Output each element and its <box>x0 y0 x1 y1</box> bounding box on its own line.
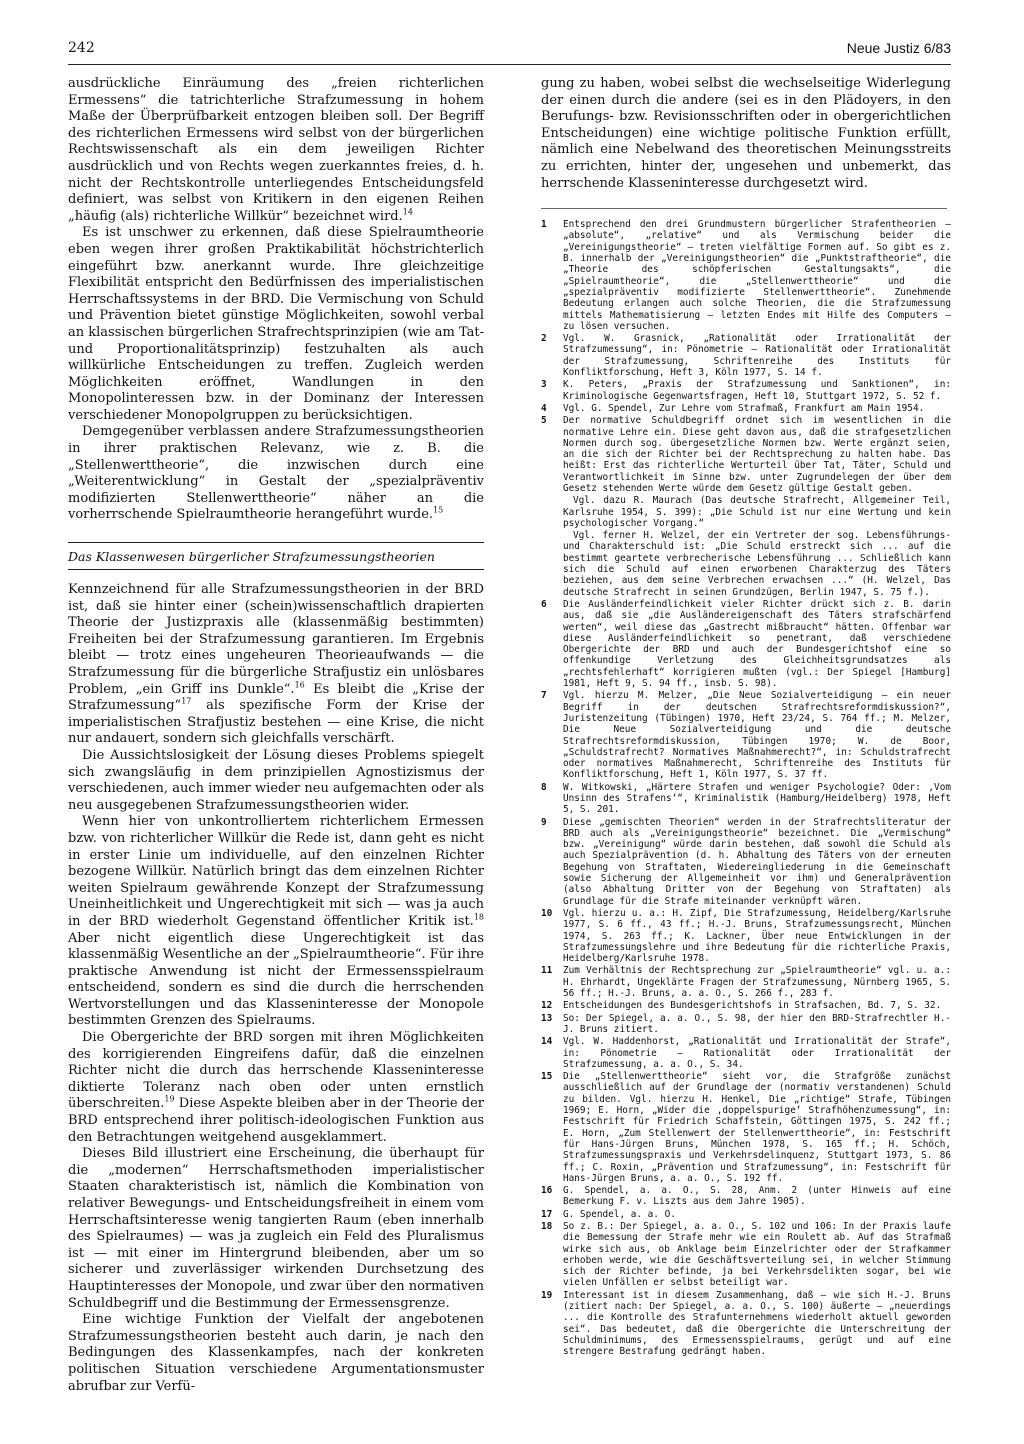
footnote <box>541 333 951 378</box>
right-column <box>541 76 951 1359</box>
footnote <box>541 415 951 494</box>
footnote-text: Die „Stellenwerttheorie“ sieht vor, die Strafgröße zunächst ausschließlich auf der Grundlage der (normativ verstandenen) Schuld zu bilden. Vgl. hierzu H. Henkel, Die „richtige“ Strafe, Tübingen 1969; E. Horn, „Wider die ‚doppelspurige‘ Strafhöhenzumessung“, in: Festschrift für Friedrich Schaffstein, Göttingen 1975, S. 242 ff.; E. Horn, „Zum Stellenwert der Stellenwerttheorie“, in: Festschrift für Hans-Jürgen Bruns, München 1978, S. 165 ff.; H. Schöch, Strafzumessungspraxis und Verkehrsdelinquenz, Stuttgart 1973, S. 86 ff.; C. Roxin, „Prävention und Strafzumessung“, in: Festschrift für Hans-Jürgen Bruns, a. a. O., S. 192 ff. <box>563 1071 951 1184</box>
footnote-number: 19 <box>541 1289 553 1301</box>
footnote-number: 9 <box>541 816 547 828</box>
page-number: 242 <box>68 40 95 56</box>
footnote-text: Vgl. W. Haddenhorst, „Rationalität und Irrationalität der Strafe“, in: Pönometrie — Rationalität oder Irrationalität der Strafzumessung, a. a. O., S. 34. <box>563 1036 951 1070</box>
footnote-text: K. Peters, „Praxis der Strafzumessung und Sanktionen“, in: Kriminologische Gegenwartsfragen, Heft 10, Stuttgart 1972, S. 52 f. <box>563 379 951 402</box>
paragraph: Dieses Bild illustriert eine Erscheinung, die überhaupt für die „modernen“ Herrschaftsmethoden imperialistischer Staaten charakteristisch ist, nämlich die Kombination von relativer Bewegungs- und Entscheidungsfreiheit in einem vom Herrschaftsinteresse wenig tangierten Raum (eben innerhalb des Spielraumes) — was ja zugleich ein Feld des Pluralismus ist — mit einer im Hintergrund bleibenden, aber um so sicherer und zuverlässiger wirkenden Durchsetzung des Hauptinteresses der Monopole, und zwar über den normativen Schuldbegriff und die Bestimmung der Ermessensgrenze. <box>68 1146 484 1311</box>
footnote-number: 13 <box>541 1012 553 1024</box>
footnote-text: Vgl. G. Spendel, Zur Lehre vom Strafmaß, Frankfurt am Main 1954. <box>563 402 925 414</box>
footnote <box>541 1221 951 1289</box>
footnote <box>541 1185 951 1208</box>
footnote-number: 14 <box>541 1036 553 1048</box>
footnote <box>541 1071 951 1184</box>
footnote-text: Vgl. W. Grasnick, „Rationalität oder Irrationalität der Strafzumessung“, in: Pönometrie — Rationalität oder Irrationalität der Strafzumessung, Schriftenreihe des Instituts für Konfliktforschung, Heft 3, Köln 1977, S. 14 f. <box>563 333 951 379</box>
footnote-text: Entscheidungen des Bundesgerichtshofs in Strafsachen, Bd. 7, S. 32. <box>563 1000 942 1012</box>
header-rule <box>68 64 951 65</box>
footnote-number: 17 <box>541 1208 553 1220</box>
footnote <box>541 1209 951 1220</box>
paragraph: gung zu haben, wobei selbst die wechselseitige Widerlegung der einen durch die andere (sei es in den Plädoyers, in den Berufungs- bzw. Revisionsschriften oder in obergerichtlichen Entscheidungen) eine wichtige politische Funktion erfüllt, nämlich eine Nebelwand des theoretischen Meinungsstreits zu errichten, hinter der, ungesehen und unbemerkt, das herrschende Klasseninteresse durchgesetzt wird. <box>541 76 951 191</box>
footnote <box>541 599 951 689</box>
footnote-number: 5 <box>541 415 547 427</box>
page-header <box>68 40 951 62</box>
footnote-number: 18 <box>541 1220 553 1232</box>
footnote <box>541 1290 951 1358</box>
paragraph: ausdrückliche Einräumung des „freien richterlichen Ermessens“ die tatrichterliche Strafzumessung in hohem Maße der Überprüfbarkeit entzogen bleiben soll. Der Begriff des richterlichen Ermessens wird selbst von der bürgerlichen Rechtswissenschaft als ein dem jeweiligen Richter ausdrücklich und von Rechts wegen zuerkanntes freies, d. h. nicht der Rechtskontrolle unterliegendes Entscheidungsfeld definiert, was selbst von Kritikern in den eigenen Reihen „häufig (als) richterliche Willkür“ bezeichnet wird.$^{14}$ <box>68 76 484 224</box>
footnote-text: Der normative Schuldbegriff ordnet sich im wesentlichen in die normative Lehre ein. Diese geht davon aus, daß die strafgesetzlichen Normen durch sog. übergesetzliche Normen bzw. Werte ergänzt seien, an die sich der Richter bei der Rechtsprechung zu halten habe. Das heißt: Erst das richterliche Werturteil über Tat, Täter, Schuld und Verantwortlichkeit im Sinne bzw. unter Zugrundelegen der über dem Gesetz stehenden Werte würde dem Gesetz gültige Gestalt geben. <box>563 415 951 494</box>
footnote-text: Die Ausländerfeindlichkeit vieler Richter drückt sich z. B. darin aus, daß sie „die Ausländereigenschaft des Täters strafschärfend werten“, weil diese das „Gastrecht mißbraucht“ hätten. Offenbar war diese Ausländerfeindlichkeit so penetrant, daß verschiedene Obergerichte der BRD und auch der Bundesgerichtshof eine so offenkundige Verletzung des Gleichheitsgrundsatzes als „rechtsfehlerhaft“ korrigieren mußten (vgl.: Der Spiegel [Hamburg] 1981, Heft 9, S. 94 ff., insb. S. 98). <box>563 598 951 690</box>
footnote-text: W. Witkowski, „Härtere Strafen und weniger Psychologie? Oder: ‚Vom Unsinn des Strafens‘“, Kriminalistik (Hamburg/Heidelberg) 1978, Heft 5, S. 201. <box>563 781 951 816</box>
footnote-number: 6 <box>541 598 547 610</box>
footnote-number: 15 <box>541 1071 553 1083</box>
paragraph: Wenn hier von unkontrolliertem richterlichem Ermessen bzw. von richterlicher Willkür die Rede ist, dann geht es nicht in erster Linie um individuelle, auf den einzelnen Richter bezogene Willkür. Natürlich bringt das dem einzelnen Richter weiten Spielraum gewährende Konzept der Strafzumessung Uneinheitlichkeit und Ungerechtigkeit mit sich — was ja auch in der BRD wiederholt Gegenstand öffentlicher Kritik ist.$^{18}$ Aber nicht eigentlich diese Ungerechtigkeit ist das klassenmäßig Wesentliche an der „Spielraumtheorie“. Für ihre praktische Anwendung ist nicht der Ermessensspielraum entscheidend, sondern es sind die durch die herrschenden Wertvorstellungen und das Klasseninteresse der Monopole bestimmten Grenzen des Spielraums. <box>68 814 484 1029</box>
paragraph: Es ist unschwer zu erkennen, daß diese Spielraumtheorie eben wegen ihrer großen Praktikabilität höchstrichterlich eingeführt bzw. anerkannt wurde. Ihre gleichzeitige Flexibilität entspricht den Bedürfnissen des imperialistischen Herrschaftssystems in der BRD. Die Vermischung von Schuld und Prävention bietet günstige Möglichkeiten, sowohl verbal an klassischen bürgerlichen Strafrechtsprinzipien (wie am Tat- und Proportionalitätsprinzip) festzuhalten als auch willkürliche Entscheidungen zu treffen. Zugleich werden Möglichkeiten eröffnet, Wandlungen in den Monopolinteressen bzw. in der Dominanz der Interessen verschiedener Monopolgruppen zu berücksichtigen. <box>68 225 484 423</box>
footnote <box>541 908 951 964</box>
footnote-number: 16 <box>541 1185 553 1197</box>
footnote-text: So: Der Spiegel, a. a. O., S. 98, der hier den BRD-Strafrechtler H.-J. Bruns zitiert. <box>563 1012 951 1035</box>
footnote-text: Vgl. hierzu u. a.: H. Zipf, Die Strafzumessung, Heidelberg/Karlsruhe 1977, S. 6 ff., 43 ff.; H.-J. Bruns, Strafzumessungsrecht, München 1974, S. 263 ff.; K. Lackner, Über neue Entwicklungen in der Strafzumessungslehre und ihre Bedeutung für die richterliche Praxis, Heidelberg/Karlsruhe 1978. <box>563 907 951 965</box>
footnote <box>541 403 951 414</box>
footnote-continuation: Vgl. ferner H. Welzel, der ein Vertreter der sog. Lebensführungs- und Charakterschuld ist: „Die Schuld erstreckt sich ... auf die bestimmt geartete verbrecherische Lebensführung ... Schließlich kann sich die Schuld auf einen erworbenen Charakterzug des Täters beziehen, aus dem seine Verbrechen erwachsen ...“ (H. Welzel, Das deutsche Strafrecht in seinen Grundzügen, Berlin 1947, S. 75 f.). <box>563 530 951 598</box>
footnote-text: Zum Verhältnis der Rechtsprechung zur „Spielraumtheorie“ vgl. u. a.: H. Ehrhardt, Ungeklärte Fragen der Strafzumessung, Nürnberg 1965, S. 56 ff.; H.-J. Bruns, a. a. O., S. 266 f., 283 f. <box>563 965 951 1000</box>
footnote-number: 11 <box>541 965 553 977</box>
footnote-text: Diese „gemischten Theorien“ werden in der Strafrechtsliteratur der BRD auch als „Vereinigungstheorie“ bezeichnet. Die „Vermischung“ bzw. „Vereinigung“ würde darin bestehen, daß sowohl die Schuld als auch Spezialprävention (d. h. Abhaltung des Täters von der erneuten Begehung von Straftaten, Wiedereingliederung in die Gemeinschaft sowie Sicherung der Allgemeinheit vor ihm) und Generalprävention (also Abhaltung Dritter von der Begehung von Straftaten) als Grundlage für die Strafe miteinander verknüpft wären. <box>563 816 951 907</box>
footnote <box>541 219 951 332</box>
footnote <box>541 817 951 907</box>
footnote-continuation: Vgl. dazu R. Maurach (Das deutsche Strafrecht, Allgemeiner Teil, Karlsruhe 1954, S. 399): „Die Schuld ist nur eine Wertung und kein psychologischer Vorgang.“ <box>563 495 951 529</box>
paragraph: Eine wichtige Funktion der Vielfalt der angebotenen Strafzumessungstheorien besteht auch darin, je nach den Bedingungen des Klassenkampfes, nach der konkreten politischen Situation verschiedene Argumentationsmuster abrufbar zur Verfü- <box>68 1312 484 1394</box>
footnote-text: Entsprechend den drei Grundmustern bürgerlicher Strafentheorien — „absolute“, „relative“ und als Vermischung beider die „Vereinigungstheorie“ — treten vielfältige Formen auf. So gibt es z. B. innerhalb der „Vereinigungstheorien“ die „Punktstraftheorie“, die „Theorie des schöpferischen Gestaltungsakts“, die „Spielraumtheorie“, die „Stellenwerttheorie“ und die „spezialpräventiv modifizierte Stellenwerttheorie“. Zunehmende Bedeutung erlangen auch solche Theorien, die die Strafzumessung mittels Mathematisierung — letzten Endes mit Hilfe des Computers — zu lösen versuchen. <box>563 219 951 332</box>
footnote <box>541 1000 951 1011</box>
footnote-text: G. Spendel, a. a. O., S. 28, Anm. 2 (unter Hinweis auf eine Bemerkung F. v. Liszts aus dem Jahre 1905). <box>563 1185 951 1208</box>
footnote <box>541 1036 951 1070</box>
footnotes <box>541 219 951 1357</box>
footnote <box>541 965 951 999</box>
footnote-text: Interessant ist in diesem Zusammenhang, daß — wie sich H.-J. Bruns (zitiert nach: Der Spiegel, a. a. O., S. 100) äußerte — „neuerdings ... die Kontrolle des Strafunternehmens wiederholt aktuell geworden sei“. Das bedeutet, daß die Obergerichte die Unterschreitung der Schuldminimums, des Ermessensspielraums, gerügt und auf eine strengere Bestrafung gedrängt haben. <box>563 1289 951 1358</box>
footnote-number: 4 <box>541 402 547 414</box>
section-heading: Das Klassenwesen bürgerlicher Strafzumessungstheorien <box>68 542 484 570</box>
left-column <box>68 76 484 1395</box>
footnote-text: Vgl. hierzu M. Melzer, „Die Neue Sozialverteidigung — ein neuer Begriff in der deutschen Strafrechtsreformdiskussion?“, Juristenzeitung (Tübingen) 1970, Heft 23/24, S. 764 ff.; M. Melzer, Die Neue Sozialverteidigung und die deutsche Strafrechtsreformdiskussion, Tübingen 1970; W. de Boor, „Schuldstrafrecht? Normatives Maßnahmerecht?“, in: Schuldstrafrecht oder normatives Maßnahmerecht, Schriftenreihe des Instituts für Konfliktforschung, Heft 1, Köln 1977, S. 37 ff. <box>563 690 951 781</box>
footnote-number: 12 <box>541 1000 553 1012</box>
footnote-number: 10 <box>541 907 553 919</box>
journal-title: Neue Justiz 6/83 <box>846 40 951 56</box>
footnote-text: G. Spendel, a. a. O. <box>563 1208 676 1220</box>
footnote-number: 1 <box>541 219 547 231</box>
footnote <box>541 1013 951 1036</box>
footnote <box>541 690 951 780</box>
footnote-text: So z. B.: Der Spiegel, a. a. O., S. 102 und 106: In der Praxis laufe die Bemessung der Strafe mehr wie ein Roulett ab. Auf das Strafmaß wirke sich aus, ob Anklage beim Einzelrichter oder der Strafkammer erhoben werde, wie die Geschäftsverteilung sei, in welcher Stimmung sich der Richter befinde, ja bei Verkehrsdelikten sogar, bei wie vielen Unfällen er selbst beteiligt war. <box>563 1220 951 1289</box>
paragraph: Die Obergerichte der BRD sorgen mit ihren Möglichkeiten des korrigierenden Eingreifens dafür, daß die einzelnen Richter nicht die durch das herrschende Klasseninteresse diktierte Toleranz nach oben oder unten ernstlich überschreiten.$^{19}$ Diese Aspekte bleiben aber in der Theorie der BRD entsprechend ihrer politisch-ideologischen Funktion aus den Betrachtungen weitgehend ausgeklammert. <box>68 1030 484 1145</box>
footnote <box>541 782 951 816</box>
footnote-number: 2 <box>541 333 547 345</box>
footnote-number: 3 <box>541 379 547 391</box>
paragraph: Kennzeichnend für alle Strafzumessungstheorien in der BRD ist, daß sie hinter einer (schein)wissenschaftlich drapierten Theorie der Justizpraxis alle (klassenmäßig bestimmten) Freiheiten bei der Strafzumessung garantieren. Im Ergebnis bleibt — trotz eines ungeheuren Theorieaufwands — die Strafzumessung für die bürgerliche Strafjustiz ein unlösbares Problem, „ein Griff ins Dunkle“.$^{16}$ Es bleibt die „Krise der Strafzumessung“$^{17}$ als spezifische Form der Krise der imperialistischen Strafjustiz bestehen — eine Krise, die nicht nur andauert, sondern sich gleichfalls verschärft. <box>68 582 484 747</box>
paragraph: Die Aussichtslosigkeit der Lösung dieses Problems spiegelt sich zwangsläufig in dem prinzipiellen Agnostizismus der verschiedenen, auch immer wieder neu aufgemachten oder als neu ausgegebenen Strafzumessungstheorien wider. <box>68 747 484 813</box>
paragraph: Demgegenüber verblassen andere Strafzumessungstheorien in ihrer praktischen Relevanz, wie z. B. die „Stellenwerttheorie“, die inzwischen durch eine „Weiterentwicklung“ in Gestalt der „spezialpräventiv modifizierten Stellenwerttheorie“ näher an die vorherrschende Spielraumtheorie herangeführt wurde.$^{15}$ <box>68 424 484 523</box>
footnote <box>541 379 951 402</box>
footnote-number: 7 <box>541 690 547 702</box>
footnote-separator <box>541 208 947 209</box>
footnote-number: 8 <box>541 781 547 793</box>
